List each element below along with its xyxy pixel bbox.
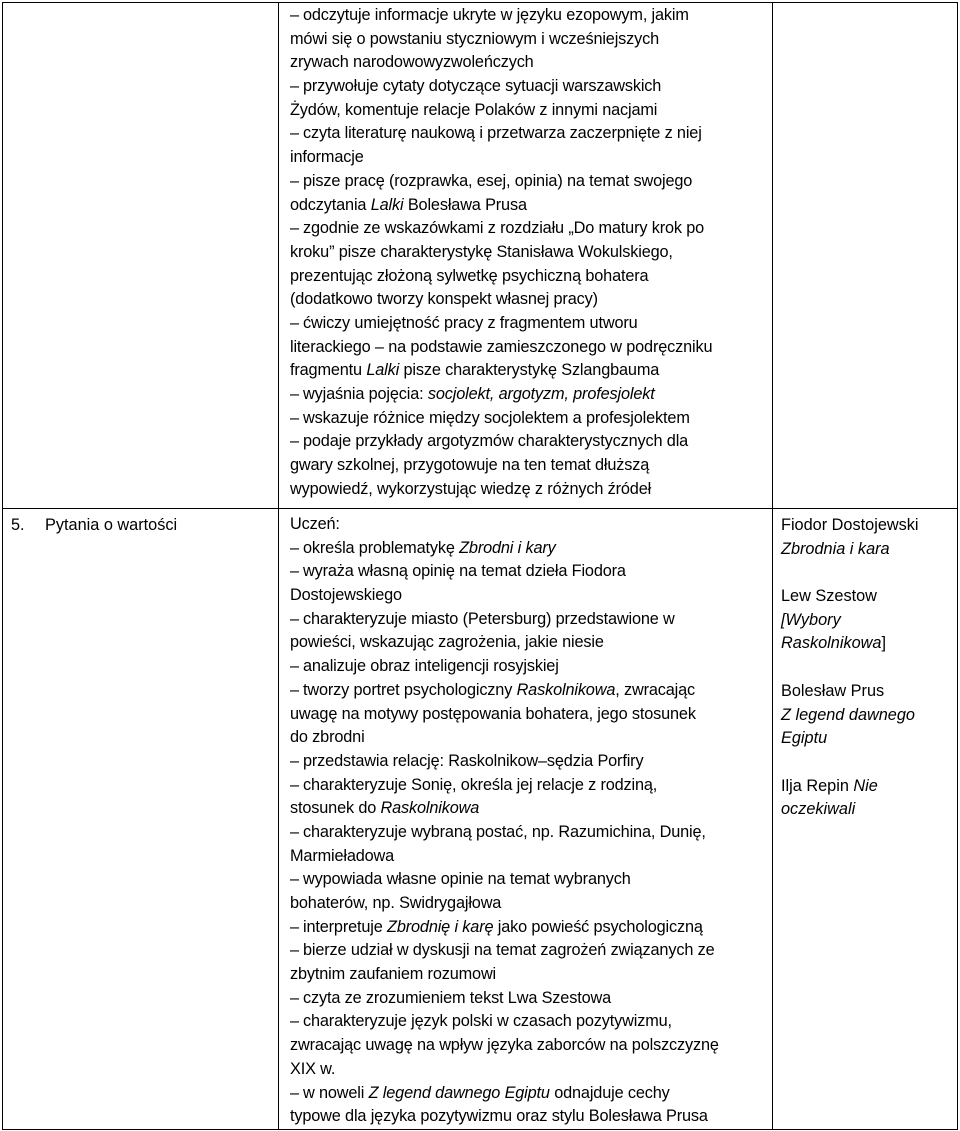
requirement-item: – wyjaśnia pojęcia: socjolekt, argotyzm, profesjolekt — [290, 383, 766, 407]
reading-entry: Fiodor Dostojewski — [781, 516, 919, 534]
dash-bullet: – — [290, 219, 299, 238]
topic-label — [3, 509, 278, 538]
requirement-item: – zgodnie ze wskazówkami z rozdziału „Do matury krok po — [290, 217, 766, 241]
dash-bullet: – — [290, 538, 299, 557]
requirement-item: – wypowiada własne opinie na temat wybranych — [290, 868, 766, 892]
dash-bullet: – — [290, 988, 299, 1007]
requirement-continuation: zbytnim zaufaniem rozumowi — [290, 965, 497, 984]
dash-bullet: – — [290, 657, 299, 676]
topic-number: 5. — [11, 516, 25, 534]
requirement-item: – ćwiczy umiejętność pracy z fragmentem utworu — [290, 312, 766, 336]
requirement-item: – charakteryzuje język polski w czasach pozytywizmu, — [290, 1010, 766, 1034]
requirement-continuation: stosunek do Raskolnikowa — [290, 799, 480, 818]
requirement-continuation: literackiego – na podstawie zamieszczonego w podręczniku — [290, 337, 713, 356]
reading-entry: Bolesław Prus — [781, 681, 885, 700]
requirement-continuation: zwracając uwagę na wpływ języka zaborców na polszczyznę — [290, 1036, 719, 1055]
requirement-continuation: wypowiedź, wykorzystując wiedzę z różnych źródeł — [290, 479, 652, 498]
requirement-item: – odczytuje informacje ukryte w języku ezopowym, jakim — [290, 4, 766, 28]
dash-bullet: – — [290, 751, 299, 770]
dash-bullet: – — [290, 1012, 299, 1031]
dash-bullet: – — [290, 822, 299, 841]
dash-bullet: – — [290, 941, 299, 960]
topic-title: Pytania o wartości — [45, 516, 178, 534]
requirement-continuation: kroku” pisze charakterystykę Stanisława Wokulskiego, — [290, 242, 673, 261]
dash-bullet: – — [290, 385, 299, 403]
requirement-item: – bierze udział w dyskusji na temat zagrożeń związanych ze — [290, 939, 766, 963]
intro-label: Uczeń: — [290, 515, 340, 533]
requirement-item: – podaje przykłady argotyzmów charakterystycznych dla — [290, 430, 766, 454]
topic-cell — [3, 3, 279, 509]
requirement-continuation: odczytania Lalki Bolesława Prusa — [290, 195, 527, 214]
reading-entry: Egiptu — [781, 729, 828, 748]
requirement-item: – analizuje obraz inteligencji rosyjskiej — [290, 655, 766, 679]
syllabus-table — [2, 2, 958, 1130]
requirement-item: – charakteryzuje wybraną postać, np. Razumichina, Dunię, — [290, 821, 766, 845]
requirement-continuation: XIX w. — [290, 1059, 336, 1078]
dash-bullet: – — [290, 432, 299, 451]
dash-bullet: – — [290, 680, 299, 699]
requirement-continuation: Żydów, komentuje relacje Polaków z innymi nacjami — [290, 100, 658, 119]
dash-bullet: – — [290, 171, 299, 190]
dash-bullet: – — [290, 1083, 299, 1102]
requirement-continuation: fragmentu Lalki pisze charakterystykę Szlangbauma — [290, 361, 660, 380]
texts-cell — [773, 3, 958, 509]
requirement-item: – przywołuje cytaty dotyczące sytuacji warszawskich — [290, 75, 766, 99]
dash-bullet: – — [290, 870, 299, 889]
reading-entry: oczekiwali — [781, 800, 856, 819]
reading-entry: Lew Szestow — [781, 587, 877, 606]
reading-entry: [Wybory — [781, 610, 841, 629]
spacer — [781, 656, 953, 680]
dash-bullet: – — [290, 562, 299, 581]
dash-bullet: – — [290, 609, 299, 628]
requirement-item: – tworzy portret psychologiczny Raskolnikowa, zwracając — [290, 679, 766, 703]
requirement-continuation: uwagę na motywy postępowania bohatera, jego stosunek — [290, 704, 696, 723]
requirement-continuation: Dostojewskiego — [290, 586, 402, 605]
requirement-continuation: mówi się o powstaniu styczniowym i wcześniejszych — [290, 29, 660, 48]
spacer — [781, 561, 953, 585]
reading-entry: Z legend dawnego — [781, 705, 915, 724]
requirement-item: – charakteryzuje miasto (Petersburg) przedstawione w — [290, 608, 766, 632]
requirement-continuation: gwary szkolnej, przygotowuje na ten temat dłuższą — [290, 456, 650, 475]
spacer — [781, 751, 953, 775]
dash-bullet: – — [290, 124, 299, 143]
requirement-item: – czyta literaturę naukową i przetwarza zaczerpnięte z niej — [290, 122, 766, 146]
requirement-item: – wyraża własną opinię na temat dzieła Fiodora — [290, 560, 766, 584]
requirements-cell — [279, 509, 773, 1130]
requirement-continuation: Marmieładowa — [290, 846, 395, 865]
dash-bullet: – — [290, 6, 299, 24]
dash-bullet: – — [290, 408, 299, 427]
requirement-continuation: informacje — [290, 148, 364, 167]
requirement-continuation: typowe dla języka pozytywizmu oraz stylu Bolesława Prusa — [290, 1107, 708, 1126]
requirement-item: – przedstawia relację: Raskolnikow–sędzia Porfiry — [290, 750, 766, 774]
table-row — [3, 509, 958, 1130]
topic-cell — [3, 509, 279, 1130]
requirements-cell — [279, 3, 773, 509]
requirement-continuation: do zbrodni — [290, 728, 365, 747]
requirement-continuation: prezentując złożoną sylwetkę psychiczną bohatera — [290, 266, 649, 285]
requirement-item: – określa problematykę Zbrodni i kary — [290, 537, 766, 561]
requirement-item: – interpretuje Zbrodnię i karę jako powieść psychologiczną — [290, 916, 766, 940]
requirement-continuation: bohaterów, np. Swidrygajłowa — [290, 894, 502, 912]
requirement-item: – charakteryzuje Sonię, określa jej relacje z rodziną, — [290, 774, 766, 798]
reading-entry: Ilja Repin Nie — [781, 776, 878, 795]
dash-bullet: – — [290, 77, 299, 96]
requirement-item: – wskazuje różnice między socjolektem a profesjolektem — [290, 407, 766, 431]
requirement-continuation: powieści, wskazując zagrożenia, jakie niesie — [290, 633, 604, 652]
requirement-continuation: zrywach narodowowyzwoleńczych — [290, 53, 534, 72]
texts-cell — [773, 509, 958, 1130]
table-row — [3, 3, 958, 509]
requirement-item: – czyta ze zrozumieniem tekst Lwa Szestowa — [290, 987, 766, 1011]
reading-entry: Zbrodnia i kara — [781, 539, 890, 558]
requirement-continuation: (dodatkowo tworzy konspekt własnej pracy) — [290, 290, 598, 309]
dash-bullet: – — [290, 313, 299, 332]
dash-bullet: – — [290, 917, 299, 936]
requirement-item: – pisze pracę (rozprawka, esej, opinia) na temat swojego — [290, 170, 766, 194]
requirement-item: – w noweli Z legend dawnego Egiptu odnajduje cechy — [290, 1082, 766, 1106]
dash-bullet: – — [290, 775, 299, 794]
reading-entry: Raskolnikowa] — [781, 634, 886, 653]
